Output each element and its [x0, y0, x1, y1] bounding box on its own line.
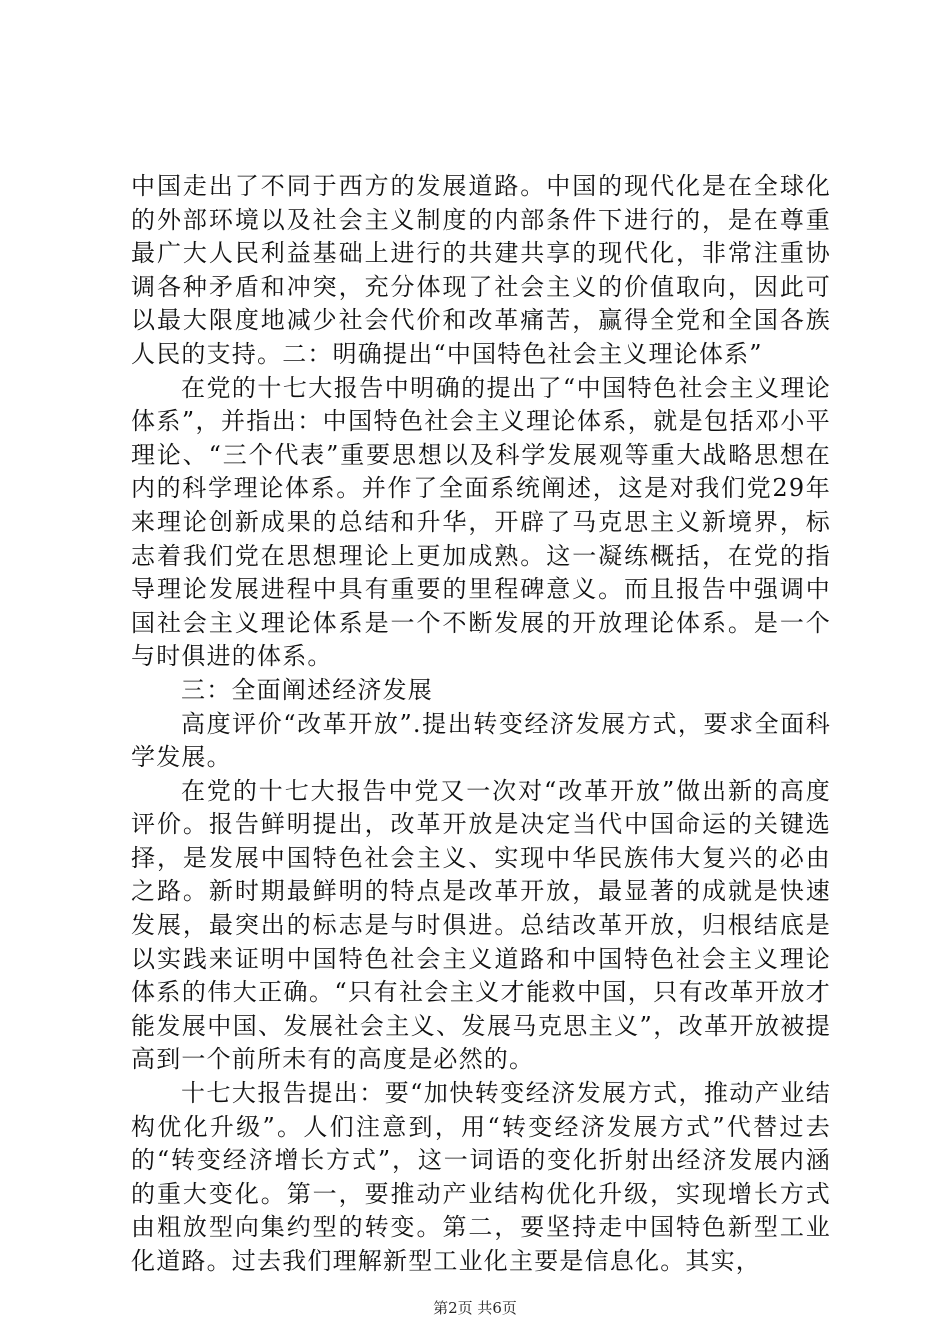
- paragraph-2: 在党的十七大报告中明确的提出了“中国特色社会主义理论体系”，并指出：中国特色社会主义理论体系，就是包括邓小平理论、“三个代表”重要思想以及科学发展观等重大战略思想在内的科学理论体系。并作了全面系统阐述，这是对我们党29年来理论创新成果的总结和升华，开辟了马克思主义新境界，标志着我们党在思想理论上更加成熟。这一凝练概括，在党的指导理论发展进程中具有重要的里程碑意义。而且报告中强调中国社会主义理论体系是一个不断发展的开放理论体系。是一个与时俱进的体系。: [131, 373, 831, 671]
- paragraph-1: 中国走出了不同于西方的发展道路。中国的现代化是在全球化的外部环境以及社会主义制度的内部条件下进行的，是在尊重最广大人民利益基础上进行的共建共享的现代化，非常注重协调各种矛盾和冲突，充分体现了社会主义的价值取向，因此可以最大限度地减少社会代价和改革痛苦，赢得全党和全国各族人民的支持。二：明确提出“中国特色社会主义理论体系”: [131, 172, 831, 368]
- paragraph-4: 高度评价“改革开放”.提出转变经济发展方式，要求全面科学发展。: [131, 709, 831, 772]
- page-indicator: 第2页 共6页: [433, 1299, 517, 1317]
- section-heading-3: 三：全面阐述经济发展: [181, 675, 433, 704]
- paragraph-6: 十七大报告提出：要“加快转变经济发展方式，推动产业结构优化升级”。人们注意到，用“转变经济发展方式”代替过去的“转变经济增长方式”，这一词语的变化折射出经济发展内涵的重大变化。第一，要推动产业结构优化升级，实现增长方式由粗放型向集约型的转变。第二，要坚持走中国特色新型工业化道路。过去我们理解新型工业化主要是信息化。其实，: [131, 1079, 831, 1275]
- page-footer: [0, 1298, 950, 1318]
- paragraph-5: 在党的十七大报告中党又一次对“改革开放”做出新的高度评价。报告鲜明提出，改革开放是决定当代中国命运的关键选择，是发展中国特色社会主义、实现中华民族伟大复兴的必由之路。新时期最鲜明的特点是改革开放，最显著的成就是快速发展，最突出的标志是与时俱进。总结改革开放，归根结底是以实践来证明中国特色社会主义道路和中国特色社会主义理论体系的伟大正确。“只有社会主义才能救中国，只有改革开放才能发展中国、发展社会主义、发展马克思主义”，改革开放被提高到一个前所未有的高度是必然的。: [131, 776, 831, 1074]
- document-body: [131, 170, 831, 1279]
